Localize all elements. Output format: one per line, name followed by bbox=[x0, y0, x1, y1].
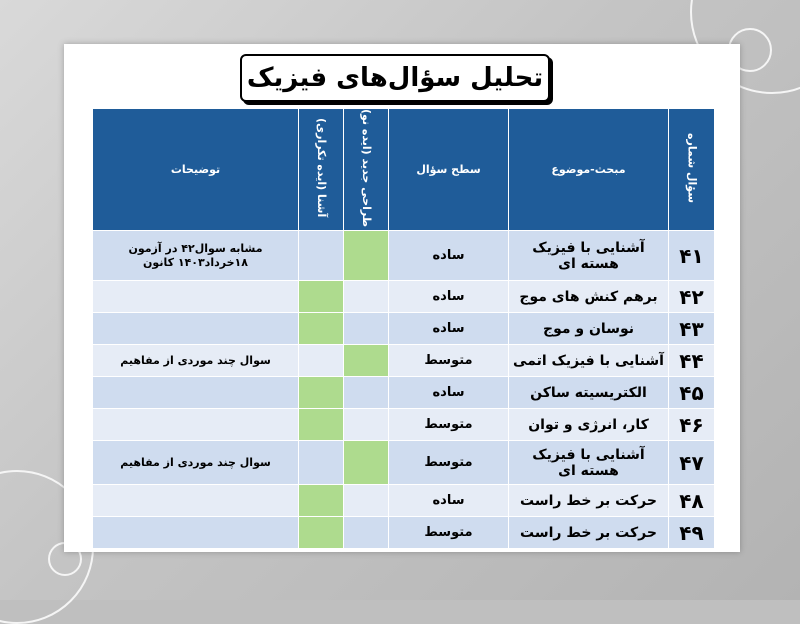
new-design-mark bbox=[344, 485, 389, 517]
question-level: ساده bbox=[389, 231, 509, 281]
question-number: ۴۵ bbox=[669, 377, 715, 409]
page-title: تحلیل سؤال‌های فیزیک bbox=[246, 63, 544, 93]
question-topic: نوسان و موج bbox=[509, 313, 669, 345]
question-topic: حرکت بر خط راست bbox=[509, 517, 669, 549]
header-topic: مبحث-موضوع bbox=[509, 109, 669, 231]
familiar-mark bbox=[299, 345, 344, 377]
question-number: ۴۲ bbox=[669, 281, 715, 313]
question-notes: سوال چند موردی از مفاهیم bbox=[93, 345, 299, 377]
header-level: سطح سؤال bbox=[389, 109, 509, 231]
question-level: ساده bbox=[389, 485, 509, 517]
new-design-mark bbox=[344, 281, 389, 313]
table-row bbox=[93, 441, 715, 485]
question-topic: برهم کنش های موج bbox=[509, 281, 669, 313]
header-number: سؤال شماره bbox=[669, 109, 715, 231]
header-notes: توضیحات bbox=[93, 109, 299, 231]
new-design-mark bbox=[344, 231, 389, 281]
table-body bbox=[93, 231, 715, 549]
question-notes: سوال چند موردی از مفاهیم bbox=[93, 441, 299, 485]
question-number: ۴۱ bbox=[669, 231, 715, 281]
question-level: متوسط bbox=[389, 441, 509, 485]
question-level: متوسط bbox=[389, 409, 509, 441]
new-design-mark bbox=[344, 409, 389, 441]
question-level: ساده bbox=[389, 313, 509, 345]
table-row bbox=[93, 517, 715, 549]
question-notes bbox=[93, 313, 299, 345]
question-level: ساده bbox=[389, 281, 509, 313]
question-notes bbox=[93, 409, 299, 441]
question-number: ۴۳ bbox=[669, 313, 715, 345]
question-topic: الکتریسیته ساکن bbox=[509, 377, 669, 409]
questions-table bbox=[92, 108, 715, 549]
header-new-design: طراحی جدید (ایده نو) bbox=[344, 109, 389, 231]
new-design-mark bbox=[344, 345, 389, 377]
familiar-mark bbox=[299, 231, 344, 281]
table-row bbox=[93, 485, 715, 517]
new-design-mark bbox=[344, 517, 389, 549]
table-row bbox=[93, 409, 715, 441]
familiar-mark bbox=[299, 441, 344, 485]
question-number: ۴۴ bbox=[669, 345, 715, 377]
question-topic: آشنایی با فیزیک اتمی bbox=[509, 345, 669, 377]
question-level: متوسط bbox=[389, 345, 509, 377]
title-box bbox=[240, 54, 550, 102]
new-design-mark bbox=[344, 441, 389, 485]
question-topic: آشنایی با فیزیک هسته ای bbox=[509, 231, 669, 281]
question-level: متوسط bbox=[389, 517, 509, 549]
familiar-mark bbox=[299, 517, 344, 549]
table-row bbox=[93, 313, 715, 345]
question-level: ساده bbox=[389, 377, 509, 409]
question-notes bbox=[93, 485, 299, 517]
table-row bbox=[93, 345, 715, 377]
new-design-mark bbox=[344, 377, 389, 409]
question-notes bbox=[93, 377, 299, 409]
header-familiar: آشنا (ایده تکراری) bbox=[299, 109, 344, 231]
question-notes bbox=[93, 281, 299, 313]
familiar-mark bbox=[299, 485, 344, 517]
question-topic: حرکت بر خط راست bbox=[509, 485, 669, 517]
table-row bbox=[93, 231, 715, 281]
question-topic: کار، انرژی و توان bbox=[509, 409, 669, 441]
familiar-mark bbox=[299, 313, 344, 345]
familiar-mark bbox=[299, 409, 344, 441]
table-row bbox=[93, 281, 715, 313]
question-number: ۴۷ bbox=[669, 441, 715, 485]
question-number: ۴۹ bbox=[669, 517, 715, 549]
question-number: ۴۶ bbox=[669, 409, 715, 441]
question-notes: مشابه سوال۴۲ در آزمون ۱۸خرداد۱۴۰۳ کانون bbox=[93, 231, 299, 281]
table-header-row bbox=[93, 109, 715, 231]
question-notes bbox=[93, 517, 299, 549]
new-design-mark bbox=[344, 313, 389, 345]
familiar-mark bbox=[299, 377, 344, 409]
familiar-mark bbox=[299, 281, 344, 313]
question-number: ۴۸ bbox=[669, 485, 715, 517]
question-topic: آشنایی با فیزیک هسته ای bbox=[509, 441, 669, 485]
table-row bbox=[93, 377, 715, 409]
